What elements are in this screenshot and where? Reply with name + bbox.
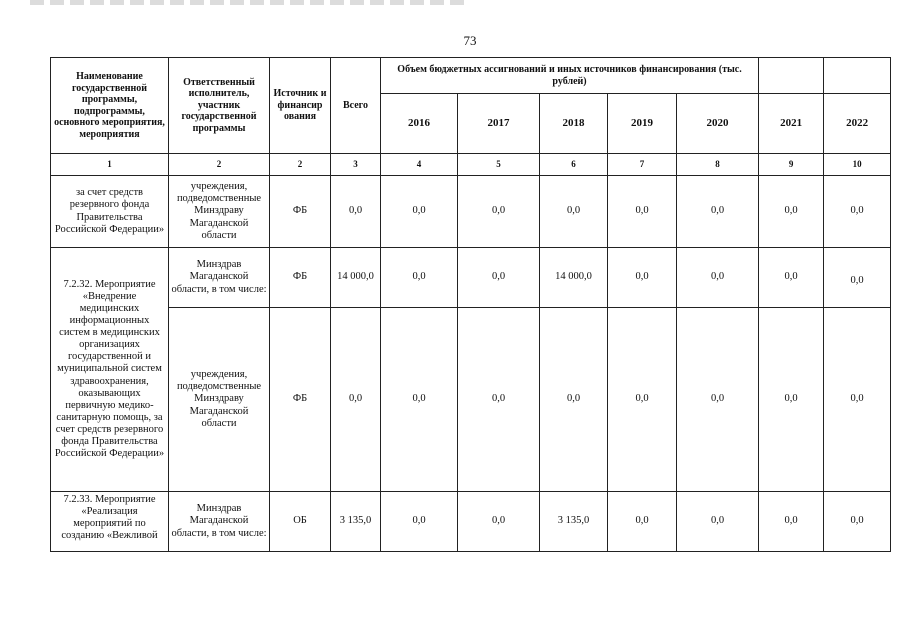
page-number: 73 — [463, 33, 477, 48]
row-value: 0,0 — [458, 176, 540, 248]
header-volume: Объем бюджетных ассигнований и иных источников финансирования (тыс. рублей) — [381, 58, 759, 94]
row-total: 0,0 — [331, 176, 381, 248]
row-value: 0,0 — [677, 492, 759, 552]
budget-table — [50, 57, 891, 552]
header-blank-2022 — [824, 58, 891, 94]
column-number: 7 — [608, 154, 677, 176]
header-name: Наименование государственной программы, подпрограммы, основного мероприятия, мероприятия — [51, 58, 169, 154]
row-value: 0,0 — [608, 308, 677, 492]
header-year: 2019 — [608, 94, 677, 154]
row-value: 0,0 — [381, 308, 458, 492]
column-number: 2 — [169, 154, 270, 176]
row-source: ФБ — [270, 308, 331, 492]
row-value: 0,0 — [824, 248, 891, 308]
row-total: 14 000,0 — [331, 248, 381, 308]
row-value: 3 135,0 — [540, 492, 608, 552]
header-year: 2018 — [540, 94, 608, 154]
row-total: 3 135,0 — [331, 492, 381, 552]
row-value: 0,0 — [458, 308, 540, 492]
row-source: ФБ — [270, 176, 331, 248]
row-value: 0,0 — [677, 248, 759, 308]
row-value: 0,0 — [608, 492, 677, 552]
row-value: 0,0 — [608, 176, 677, 248]
column-number: 3 — [331, 154, 381, 176]
header-year: 2021 — [759, 94, 824, 154]
row-value: 0,0 — [824, 176, 891, 248]
row-total: 0,0 — [331, 308, 381, 492]
column-number: 4 — [381, 154, 458, 176]
header-year: 2016 — [381, 94, 458, 154]
row-value: 0,0 — [458, 492, 540, 552]
column-number: 1 — [51, 154, 169, 176]
row-value: 0,0 — [381, 248, 458, 308]
row-value: 14 000,0 — [540, 248, 608, 308]
scan-top-edge — [30, 0, 470, 5]
row-source: ОБ — [270, 492, 331, 552]
column-number: 6 — [540, 154, 608, 176]
header-year: 2017 — [458, 94, 540, 154]
row-value: 0,0 — [677, 176, 759, 248]
row-executor: учреждения, подведомственные Минздраву Магаданской области — [169, 308, 270, 492]
header-year: 2022 — [824, 94, 891, 154]
row-value: 0,0 — [381, 492, 458, 552]
row-value: 0,0 — [608, 248, 677, 308]
row-name: 7.2.33. Мероприятие «Реализация мероприятий по созданию «Вежливой — [51, 492, 169, 552]
row-name: за счет средств резервного фонда Правительства Российской Федерации» — [51, 176, 169, 248]
row-value: 0,0 — [458, 248, 540, 308]
row-value: 0,0 — [759, 248, 824, 308]
row-executor: учреждения, подведомственные Минздраву Магаданской области — [169, 176, 270, 248]
row-name: 7.2.32. Мероприятие «Внедрение медицинских информационных систем в медицинских организациях государственной и муниципальной систем здравоохранения, оказывающих первичную медико-санитарную помощь, за счет средств резервного фонда Правительства Российской Федерации» — [51, 248, 169, 492]
row-executor: Минздрав Магаданской области, в том числе: — [169, 492, 270, 552]
header-total: Всего — [331, 58, 381, 154]
row-value: 0,0 — [824, 492, 891, 552]
column-number: 2 — [270, 154, 331, 176]
header-year: 2020 — [677, 94, 759, 154]
row-value: 0,0 — [677, 308, 759, 492]
table-row — [51, 176, 891, 248]
column-number: 9 — [759, 154, 824, 176]
header-executor: Ответственный исполнитель, участник государственной программы — [169, 58, 270, 154]
row-value: 0,0 — [759, 176, 824, 248]
column-number-row — [51, 154, 891, 176]
row-value: 0,0 — [381, 176, 458, 248]
row-source: ФБ — [270, 248, 331, 308]
header-source: Источник и финансир ования — [270, 58, 331, 154]
table-row — [51, 248, 891, 308]
header-blank-2021 — [759, 58, 824, 94]
column-number: 8 — [677, 154, 759, 176]
row-value: 0,0 — [759, 308, 824, 492]
row-value: 0,0 — [540, 176, 608, 248]
row-value: 0,0 — [824, 308, 891, 492]
column-number: 10 — [824, 154, 891, 176]
row-value: 0,0 — [540, 308, 608, 492]
row-executor: Минздрав Магаданской области, в том числе: — [169, 248, 270, 308]
table-row — [51, 308, 891, 492]
table-row — [51, 492, 891, 552]
row-value: 0,0 — [759, 492, 824, 552]
column-number: 5 — [458, 154, 540, 176]
